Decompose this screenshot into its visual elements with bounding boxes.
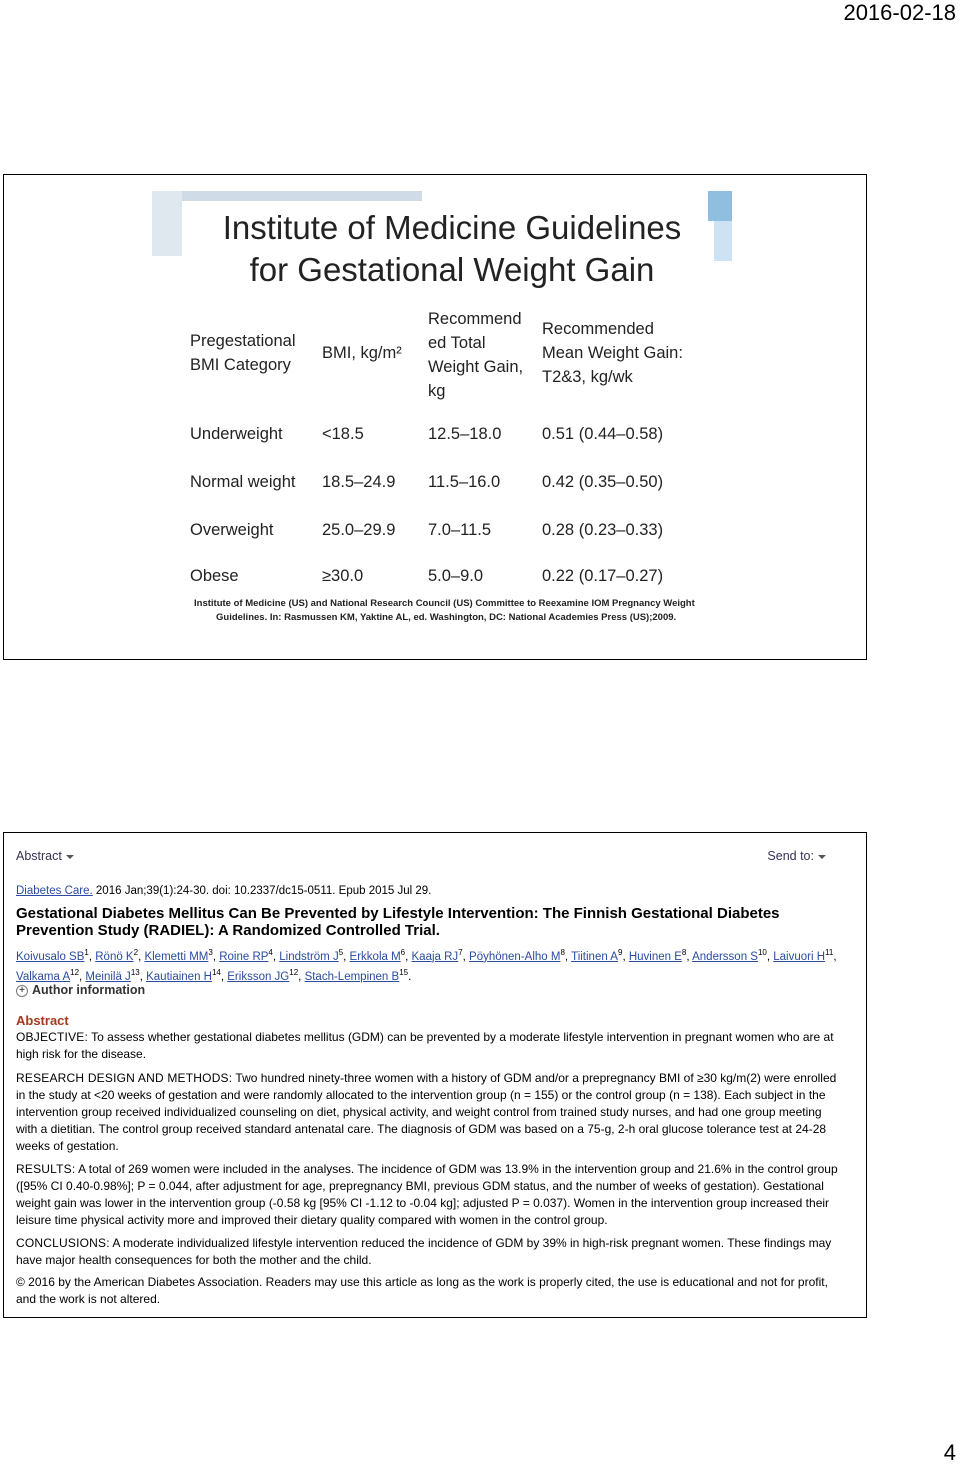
cell-total: 12.5–18.0: [428, 425, 502, 443]
header-text: kg: [428, 382, 446, 400]
article-title: Gestational Diabetes Mellitus Can Be Prevented by Lifestyle Intervention: The Finnish Gestational Diabetes Prevention Study (RADIEL): A Randomized Controlled Trial.: [16, 905, 780, 939]
decorative-bar: [152, 191, 422, 201]
section-text: Two hundred ninety-three women with a history of GDM and/or a prepregnancy BMI of ≥30 kg/m(2) were enrolled in the study at <20 weeks of gestation and were randomly allocated to the intervention group (n = 155) or the control group (n = 138). Each subject in the intervention group received individualized counseling on diet, physical activity, and weight control from trained study nurses, and had one group meeting with a dietitian. The control group received standard antenatal care. The diagnosis of GDM was based on a 75-g, 2-h oral glucose tolerance test at 24-28 weeks of gestation.: [16, 1071, 837, 1153]
cell-category: Normal weight: [190, 473, 296, 491]
dropdown-label: Abstract: [16, 849, 62, 863]
slide-pubmed-abstract: [3, 832, 867, 1318]
slide-title: [172, 207, 732, 291]
author-entry: Laivuori $H^{11}$,: [773, 948, 837, 963]
cell-mean: 0.22 (0.17–0.27): [542, 567, 664, 585]
header-text: Recommended: [542, 320, 654, 338]
author-link[interactable]: Andersson S: [692, 950, 758, 963]
author-entry: Meinilä $J^{13}$,: [85, 968, 147, 984]
author-entry: Huvinen $E^8$,: [628, 948, 693, 963]
author-link[interactable]: Kaaja RJ: [411, 950, 459, 963]
author-entry: Lindström $J^5$,: [279, 948, 350, 963]
author-entry: Stach-Lempinen $B^{15}$.: [304, 968, 412, 984]
author-link[interactable]: Eriksson JG: [227, 971, 290, 984]
send-to-dropdown[interactable]: [767, 849, 826, 863]
header-text: ed Total: [428, 334, 486, 352]
author-affiliation: 14: [211, 968, 221, 978]
header-text: T2&3, kg/wk: [542, 368, 633, 386]
header-date: 2016-02-18: [843, 0, 956, 25]
author-link[interactable]: Stach-Lempinen B: [304, 971, 400, 984]
author-affiliation: 6: [400, 948, 406, 957]
chevron-down-icon: [66, 855, 74, 859]
author-affiliation: 2: [133, 948, 139, 957]
author-affiliation: 10: [757, 948, 767, 957]
author-link[interactable]: Kautiainen H: [146, 971, 212, 984]
author-info-toggle[interactable]: [16, 983, 145, 997]
author-entry: Kautiainen $H^{14}$,: [146, 968, 228, 984]
header-text: Mean Weight Gain:: [542, 344, 683, 362]
author-affiliation: 13: [130, 968, 140, 978]
conclusions-paragraph: [16, 1235, 838, 1269]
author-entry: Klemetti $MM^3$,: [144, 948, 220, 963]
author-entry: Valkama $A^{12}$,: [16, 968, 86, 984]
citation-text: 2016 Jan;39(1):24-30. doi: 10.2337/dc15-0511. Epub 2015 Jul 29.: [92, 885, 432, 897]
slide-footnote: [194, 597, 695, 625]
author-affiliation: 5: [338, 948, 344, 957]
cell-total: 7.0–11.5: [428, 521, 492, 539]
results-paragraph: [16, 1161, 838, 1229]
author-link[interactable]: Lindström J: [279, 950, 339, 963]
author-affiliation: 1: [84, 948, 89, 957]
citation: [16, 885, 431, 897]
author-entry: Rönö $K^2$,: [95, 948, 145, 963]
cell-bmi: 18.5–24.9: [322, 473, 396, 491]
author-entry: Tiitinen $A^9$,: [571, 948, 629, 963]
author-link[interactable]: Klemetti MM: [144, 950, 209, 963]
author-link[interactable]: Valkama A: [16, 971, 71, 984]
slide-title-line: for Gestational Weight Gain: [249, 251, 655, 288]
author-affiliation: 15: [399, 968, 409, 978]
copyright-paragraph: © 2016 by the American Diabetes Association. Readers may use this article as long as the work is properly cited, the use is educational and not for profit, and the work is not altered.: [16, 1275, 828, 1306]
cell-total: 11.5–16.0: [428, 473, 501, 491]
cell-mean: 0.42 (0.35–0.50): [542, 473, 664, 491]
author-affiliation: 12: [289, 968, 299, 978]
author-entry: Koivusalo $SB^1$,: [16, 948, 96, 963]
author-affiliation: 7: [458, 948, 463, 957]
author-affiliation: 8: [560, 948, 565, 957]
author-affiliation: 9: [617, 948, 623, 957]
section-label: OBJECTIVE:: [16, 1030, 89, 1044]
header-text: BMI Category: [190, 356, 291, 374]
author-entry: Erkkola $M^6$,: [349, 948, 412, 963]
abstract-heading: Abstract: [16, 1013, 69, 1028]
author-link[interactable]: Pöyhönen-Alho M: [469, 950, 561, 963]
author-link[interactable]: Roine RP: [219, 950, 269, 963]
author-link[interactable]: Koivusalo SB: [16, 950, 85, 963]
author-link[interactable]: Rönö K: [95, 950, 134, 963]
header-total-gain: [428, 307, 523, 403]
slide-iom-guidelines: [3, 174, 867, 660]
cell-mean: 0.28 (0.23–0.33): [542, 521, 664, 539]
cell-category: Underweight: [190, 425, 283, 443]
section-text: To assess whether gestational diabetes mellitus (GDM) can be prevented by a moderate lifestyle intervention in pregnant women who are at high risk for the disease.: [16, 1030, 834, 1061]
author-link[interactable]: Huvinen E: [628, 950, 682, 963]
author-entry: Pöyhönen-Alho $M^8$,: [469, 948, 572, 963]
section-label: CONCLUSIONS:: [16, 1236, 110, 1250]
footnote-line: Guidelines. In: Rasmussen KM, Yaktine AL, ed. Washington, DC: National Academies Press (US);2009.: [216, 612, 677, 623]
cell-category: Overweight: [190, 521, 274, 539]
author-info-label: Author information: [32, 983, 146, 997]
plus-circle-icon: +: [16, 985, 28, 997]
author-affiliation: 8: [681, 948, 687, 957]
author-entry: Andersson $S^{10}$,: [692, 948, 774, 963]
author-entry: Roine $RP^4$,: [219, 948, 280, 963]
header-text: BMI, kg/m²: [322, 344, 402, 362]
footnote-line: Institute of Medicine (US) and National Research Council (US) Committee to Reexamine IOM Pregnancy Weight: [194, 598, 695, 609]
author-affiliation: 12: [70, 968, 80, 978]
header-text: Pregestational: [190, 332, 296, 350]
abstract-format-dropdown[interactable]: [16, 849, 74, 863]
objective-paragraph: [16, 1029, 838, 1063]
section-text: A total of 269 women were included in the analyses. The incidence of GDM was 13.9% in the intervention group and 21.6% in the control group ([95% CI 0.40-0.98%]; P = 0.044, after adjustment for age, prepregnancy BMI, previous GDM status, and the number of weeks of gestation). Gestational weight gain was lower in the intervention group (-0.58 kg [95% CI -1.12 to -0.04 kg]; adjusted P = 0.037). Women in the intervention group increased their leisure time physical activity more and improved their dietary quality compared with women in the control group.: [16, 1162, 838, 1227]
author-link[interactable]: Tiitinen A: [571, 950, 618, 963]
header-text: Recommend: [428, 310, 522, 328]
cell-mean: 0.51 (0.44–0.58): [542, 425, 664, 443]
header-text: Weight Gain,: [428, 358, 524, 376]
cell-bmi: <18.5: [322, 425, 364, 443]
author-affiliation: 4: [268, 948, 273, 957]
journal-link[interactable]: Diabetes Care.: [16, 885, 93, 897]
chevron-down-icon: [818, 855, 826, 859]
header-bmi: [322, 341, 402, 365]
author-list: [16, 945, 846, 986]
author-entry: Kaaja $RJ^7$,: [411, 948, 470, 963]
methods-paragraph: [16, 1070, 838, 1155]
author-affiliation: 11: [825, 948, 834, 957]
author-link[interactable]: Laivuori H: [773, 950, 826, 963]
section-label: RESULTS:: [16, 1162, 76, 1176]
page-number: 4: [943, 1440, 956, 1465]
slide-image: [152, 191, 732, 629]
author-affiliation: 3: [208, 948, 213, 957]
author-link[interactable]: Meinilä J: [85, 971, 131, 984]
author-link[interactable]: Erkkola M: [349, 950, 401, 963]
cell-bmi: 25.0–29.9: [322, 521, 396, 539]
author-entry: Eriksson JG$^{12}$,: [227, 968, 305, 984]
slide-title-line: Institute of Medicine Guidelines: [222, 209, 682, 246]
dropdown-label: Send to:: [767, 849, 814, 863]
cell-category: Obese: [190, 567, 239, 585]
header-mean-gain: [542, 317, 683, 389]
section-text: A moderate individualized lifestyle intervention reduced the incidence of GDM by 39% in high-risk pregnant women. These findings may have major health consequences for both the mother and the child.: [16, 1236, 832, 1267]
header-category: [190, 329, 296, 377]
cell-bmi: ≥30.0: [322, 567, 364, 585]
cell-total: 5.0–9.0: [428, 567, 484, 585]
section-label: RESEARCH DESIGN AND METHODS:: [16, 1071, 233, 1085]
